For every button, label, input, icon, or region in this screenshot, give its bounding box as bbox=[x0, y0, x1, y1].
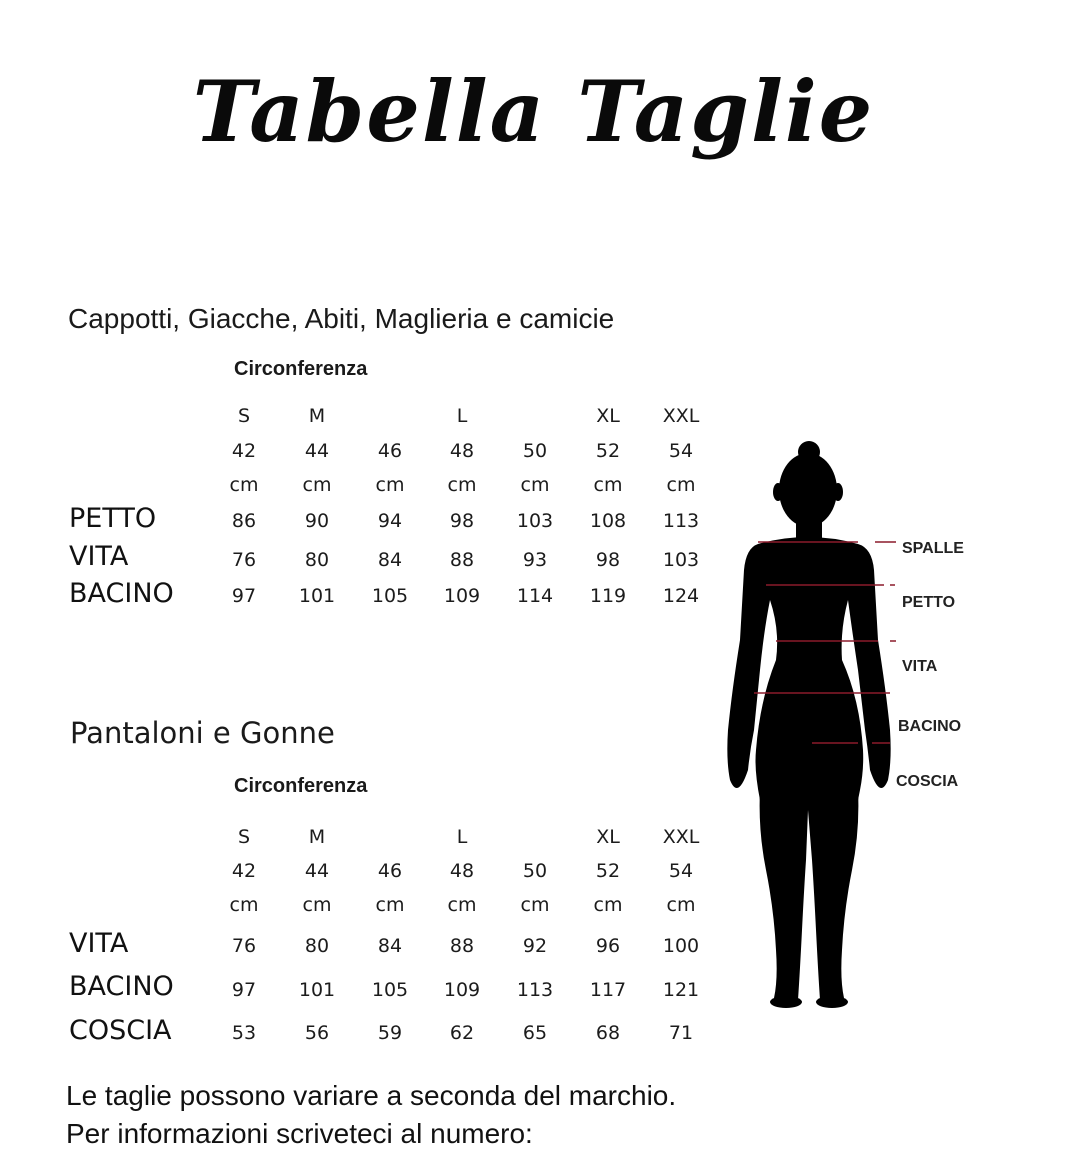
table-cell: 101 bbox=[298, 979, 336, 1001]
size-letter: XXL bbox=[662, 405, 700, 427]
table-cell: 56 bbox=[304, 1022, 330, 1044]
table-cell: 88 bbox=[449, 549, 475, 571]
table-cell: 98 bbox=[595, 549, 621, 571]
size-number: 42 bbox=[231, 440, 257, 462]
size-number: 50 bbox=[522, 440, 548, 462]
size-number: 44 bbox=[304, 860, 330, 882]
table-cell: 113 bbox=[662, 510, 700, 532]
size-number: 46 bbox=[377, 440, 403, 462]
page-title: Tabella Taglie bbox=[192, 62, 875, 161]
table-cell: 105 bbox=[371, 585, 409, 607]
table-cell: 114 bbox=[516, 585, 554, 607]
size-number: 54 bbox=[668, 440, 694, 462]
table-cell: 113 bbox=[516, 979, 554, 1001]
figure-label-spalle: SPALLE bbox=[902, 540, 964, 557]
figure-label-coscia: COSCIA bbox=[896, 773, 959, 790]
unit-label: cm bbox=[229, 474, 259, 496]
size-letter: XL bbox=[596, 405, 620, 427]
table-cell: 68 bbox=[595, 1022, 621, 1044]
size-number: 44 bbox=[304, 440, 330, 462]
table-cell: 98 bbox=[449, 510, 475, 532]
table-cell: 93 bbox=[522, 549, 548, 571]
table-cell: 121 bbox=[662, 979, 700, 1001]
tops-circumference-header: Circonferenza bbox=[234, 358, 368, 380]
size-letter: L bbox=[456, 826, 468, 848]
unit-label: cm bbox=[447, 474, 477, 496]
size-letter: XL bbox=[596, 826, 620, 848]
row-label-bacino: BACINO bbox=[69, 578, 174, 609]
size-number: 54 bbox=[668, 860, 694, 882]
row-label-coscia: COSCIA bbox=[69, 1015, 172, 1046]
size-letter: M bbox=[308, 826, 326, 848]
table-cell: 97 bbox=[231, 585, 257, 607]
row-label-vita: VITA bbox=[69, 928, 129, 959]
table-cell: 103 bbox=[662, 549, 700, 571]
table-cell: 97 bbox=[231, 979, 257, 1001]
size-letter: M bbox=[308, 405, 326, 427]
size-letter: L bbox=[456, 405, 468, 427]
size-letter: S bbox=[237, 826, 251, 848]
unit-label: cm bbox=[447, 894, 477, 916]
unit-label: cm bbox=[302, 894, 332, 916]
table-cell: 88 bbox=[449, 935, 475, 957]
figure-label-bacino: BACINO bbox=[898, 718, 962, 735]
table-cell: 76 bbox=[231, 935, 257, 957]
table-cell: 76 bbox=[231, 549, 257, 571]
table-cell: 65 bbox=[522, 1022, 548, 1044]
table-cell: 109 bbox=[443, 979, 481, 1001]
row-label-vita: VITA bbox=[69, 541, 129, 572]
table-cell: 80 bbox=[304, 549, 330, 571]
table-cell: 96 bbox=[595, 935, 621, 957]
table-cell: 117 bbox=[589, 979, 627, 1001]
size-number: 48 bbox=[449, 860, 475, 882]
size-number: 48 bbox=[449, 440, 475, 462]
table-cell: 90 bbox=[304, 510, 330, 532]
row-label-bacino: BACINO bbox=[69, 971, 174, 1002]
table-cell: 84 bbox=[377, 935, 403, 957]
unit-label: cm bbox=[666, 894, 696, 916]
figure-label-vita: VITA bbox=[902, 658, 938, 675]
unit-label: cm bbox=[375, 474, 405, 496]
unit-label: cm bbox=[593, 894, 623, 916]
table-cell: 119 bbox=[589, 585, 627, 607]
unit-label: cm bbox=[302, 474, 332, 496]
table-cell: 124 bbox=[662, 585, 700, 607]
tops-section-title: Cappotti, Giacche, Abiti, Maglieria e camicie bbox=[68, 303, 615, 334]
size-letter: XXL bbox=[662, 826, 700, 848]
table-cell: 92 bbox=[522, 935, 548, 957]
bottoms-circumference-header: Circonferenza bbox=[234, 775, 368, 797]
table-cell: 105 bbox=[371, 979, 409, 1001]
size-number: 46 bbox=[377, 860, 403, 882]
contact-info-text: Per informazioni scriveteci al numero: bbox=[66, 1118, 533, 1149]
table-cell: 62 bbox=[449, 1022, 475, 1044]
unit-label: cm bbox=[375, 894, 405, 916]
table-cell: 103 bbox=[516, 510, 554, 532]
unit-label: cm bbox=[229, 894, 259, 916]
size-number: 42 bbox=[231, 860, 257, 882]
size-disclaimer-text: Le taglie possono variare a seconda del marchio. bbox=[66, 1080, 677, 1111]
figure-label-petto: PETTO bbox=[902, 594, 956, 611]
table-cell: 94 bbox=[377, 510, 403, 532]
bottoms-section-title: Pantaloni e Gonne bbox=[70, 716, 335, 750]
size-number: 50 bbox=[522, 860, 548, 882]
table-cell: 84 bbox=[377, 549, 403, 571]
size-number: 52 bbox=[595, 440, 621, 462]
table-cell: 109 bbox=[443, 585, 481, 607]
table-cell: 101 bbox=[298, 585, 336, 607]
size-number: 52 bbox=[595, 860, 621, 882]
table-cell: 86 bbox=[231, 510, 257, 532]
body-measurement-figure bbox=[720, 430, 1000, 1020]
table-cell: 59 bbox=[377, 1022, 403, 1044]
size-letter: S bbox=[237, 405, 251, 427]
unit-label: cm bbox=[520, 474, 550, 496]
table-cell: 71 bbox=[668, 1022, 694, 1044]
table-cell: 100 bbox=[662, 935, 700, 957]
unit-label: cm bbox=[520, 894, 550, 916]
table-cell: 53 bbox=[231, 1022, 257, 1044]
unit-label: cm bbox=[593, 474, 623, 496]
row-label-petto: PETTO bbox=[69, 503, 157, 534]
table-cell: 108 bbox=[589, 510, 627, 532]
unit-label: cm bbox=[666, 474, 696, 496]
table-cell: 80 bbox=[304, 935, 330, 957]
